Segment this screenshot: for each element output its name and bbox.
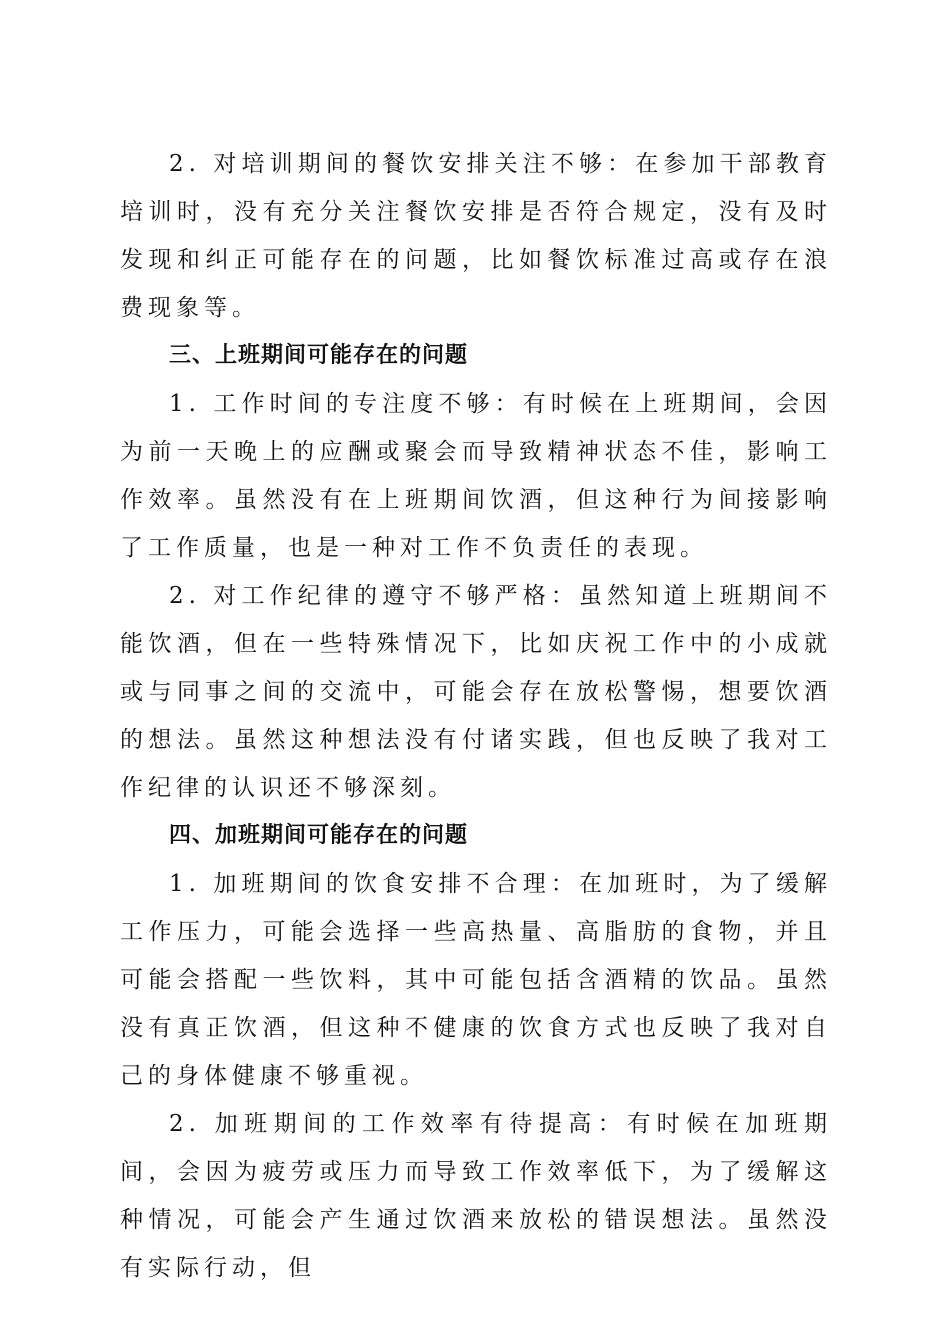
document-body [120,140,832,1292]
section-heading-overtime: 四、加班期间可能存在的问题 [169,823,469,848]
paragraph-work-discipline: 2. 对工作纪律的遵守不够严格：虽然知道上班期间不能饮酒，但在一些特殊情况下，比如庆祝工作中的小成就或与同事之间的交流中，可能会存在放松警惕，想要饮酒的想法。虽然这种想法没有付诸实践，但也反映了我对工作纪律的认识还不够深刻。 [120,583,832,801]
section-heading-work-hours: 三、上班期间可能存在的问题 [169,343,469,368]
paragraph-work-focus: 1. 工作时间的专注度不够：有时候在上班期间，会因为前一天晚上的应酬或聚会而导致精神状态不佳，影响工作效率。虽然没有在上班期间饮酒，但这种行为间接影响了工作质量，也是一种对工作不负责任的表现。 [120,391,832,561]
paragraph-catering-attention: 2. 对培训期间的餐饮安排关注不够：在参加干部教育培训时，没有充分关注餐饮安排是否符合规定，没有及时发现和纠正可能存在的问题，比如餐饮标准过高或存在浪费现象等。 [120,151,832,321]
paragraph-overtime-diet: 1. 加班期间的饮食安排不合理：在加班时，为了缓解工作压力，可能会选择一些高热量、高脂肪的食物，并且可能会搭配一些饮料，其中可能包括含酒精的饮品。虽然没有真正饮酒，但这种不健康的饮食方式也反映了我对自己的身体健康不够重视。 [120,871,832,1089]
paragraph-overtime-efficiency: 2. 加班期间的工作效率有待提高：有时候在加班期间，会因为疲劳或压力而导致工作效率低下，为了缓解这种情况，可能会产生通过饮酒来放松的错误想法。虽然没有实际行动，但 [120,1111,832,1281]
